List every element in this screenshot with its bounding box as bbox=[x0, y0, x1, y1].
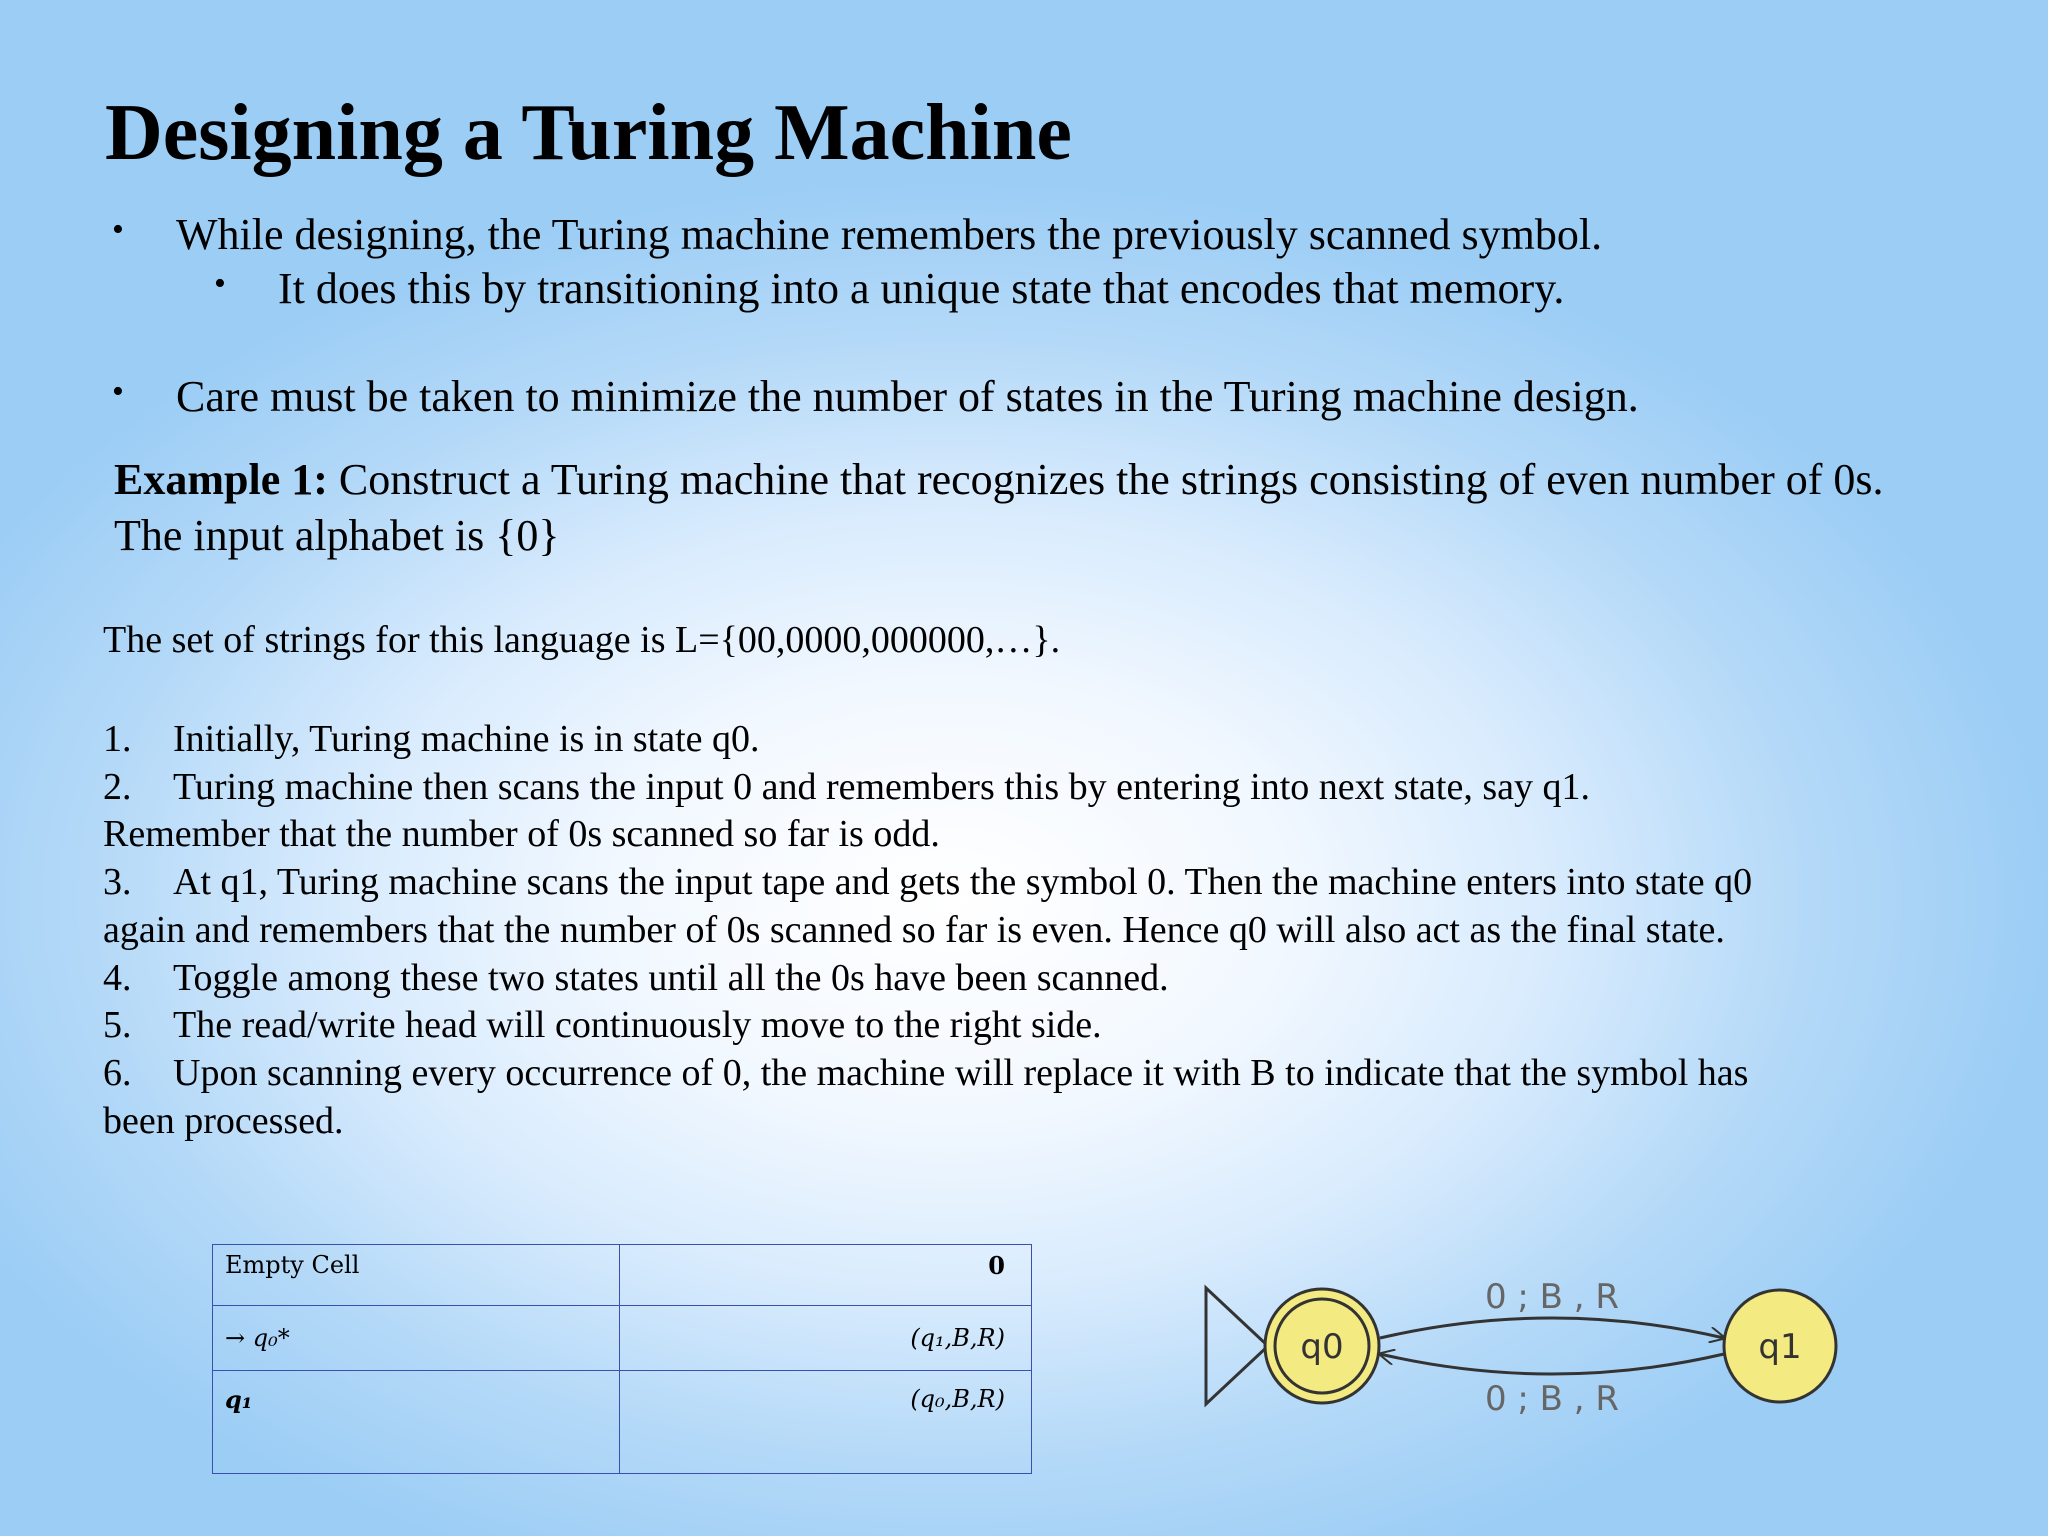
bullet-dot-icon: • bbox=[112, 373, 124, 410]
bullet-text: It does this by transitioning into a unique state that encodes that memory. bbox=[278, 264, 1565, 313]
table-row bbox=[213, 1306, 1032, 1371]
step-number: 4. bbox=[103, 956, 132, 999]
bullet-text: Care must be taken to minimize the number of states in the Turing machine design. bbox=[176, 372, 1639, 421]
state-q0-label: q0 bbox=[1300, 1327, 1344, 1367]
slide-title: Designing a Turing Machine bbox=[105, 89, 1072, 177]
table-header-cell: 0 bbox=[620, 1245, 1032, 1306]
transition-edge-q0-q1 bbox=[1380, 1318, 1724, 1338]
step-text: Turing machine then scans the input 0 and remembers this by entering into next state, say q1. Remember that the number of 0s scanned so far is odd. bbox=[103, 765, 1590, 856]
edge-label-top: 0 ; B , R bbox=[1484, 1277, 1620, 1317]
table-transition-cell: (q₀,B,R) bbox=[620, 1371, 1032, 1474]
table-transition-cell: (q₁,B,R) bbox=[620, 1306, 1032, 1371]
step-number: 6. bbox=[103, 1051, 132, 1094]
transition-edge-q1-q0 bbox=[1380, 1354, 1724, 1374]
edge-label-bottom: 0 ; B , R bbox=[1484, 1379, 1620, 1419]
bullet-dot-icon: • bbox=[214, 265, 226, 302]
step-text: At q1, Turing machine scans the input tape and gets the symbol 0. Then the machine enters into state q0 again and remembers that the number of 0s scanned so far is even. Hence q0 will also act as the final state. bbox=[103, 861, 1753, 951]
state-q1-label: q1 bbox=[1758, 1327, 1802, 1367]
step-item bbox=[103, 1002, 1903, 1050]
example-label: Example 1: bbox=[114, 455, 328, 504]
step-text: Upon scanning every occurrence of 0, the machine will replace it with B to indicate that the symbol has been processed. bbox=[103, 1051, 1749, 1142]
start-state-triangle-icon bbox=[1206, 1288, 1268, 1404]
table-state-cell: q₁ bbox=[213, 1371, 620, 1474]
language-definition: The set of strings for this language is L={00,0000,000000,…}. bbox=[103, 619, 1061, 661]
step-item bbox=[103, 955, 1903, 1003]
step-number: 5. bbox=[103, 1004, 132, 1047]
step-number: 3. bbox=[103, 861, 132, 904]
step-item bbox=[103, 859, 1803, 954]
step-text: The read/write head will continuously move to the right side. bbox=[173, 1004, 1102, 1047]
example-text: Construct a Turing machine that recognizes the strings consisting of even number of 0s. The input alphabet is {0} bbox=[114, 455, 1884, 560]
step-number: 2. bbox=[103, 765, 132, 808]
step-item bbox=[103, 1050, 1803, 1145]
step-text: Initially, Turing machine is in state q0. bbox=[173, 718, 760, 760]
example-paragraph bbox=[114, 452, 1914, 564]
step-number: 1. bbox=[103, 718, 132, 760]
step-item bbox=[103, 764, 1683, 859]
state-diagram bbox=[1180, 1260, 1860, 1440]
table-header-cell: Empty Cell bbox=[213, 1245, 620, 1306]
step-item bbox=[103, 716, 1903, 764]
step-text: Toggle among these two states until all the 0s have been scanned. bbox=[173, 956, 1169, 999]
bullet-dot-icon: • bbox=[112, 211, 124, 248]
transition-table bbox=[212, 1244, 1032, 1474]
bullet-text: While designing, the Turing machine remembers the previously scanned symbol. bbox=[176, 210, 1603, 259]
table-state-cell: → q₀* bbox=[213, 1306, 620, 1371]
table-row bbox=[213, 1371, 1032, 1474]
table-header-row bbox=[213, 1245, 1032, 1306]
steps-list bbox=[103, 716, 1903, 1145]
